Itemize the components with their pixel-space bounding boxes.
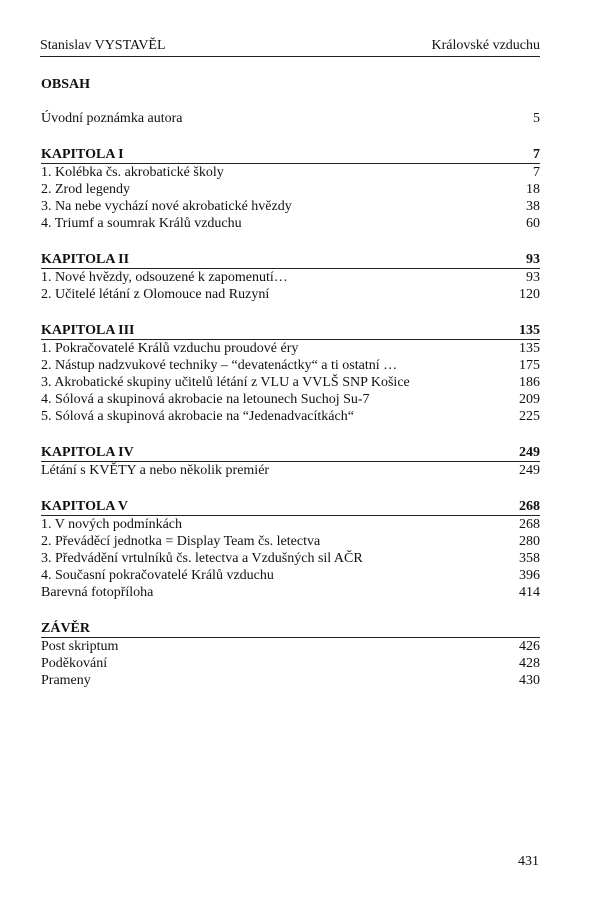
toc-entry	[41, 584, 540, 601]
header-book-title: Královské vzduchu	[431, 38, 540, 53]
conclusion-title: ZÁVĚR	[41, 621, 91, 636]
chapter-title: KAPITOLA III	[41, 323, 135, 338]
toc-entry-page: 225	[519, 409, 540, 424]
toc-entry-page: 426	[519, 639, 540, 654]
toc-title: OBSAH	[41, 77, 91, 92]
header-rule	[40, 56, 540, 57]
toc-entry-page: 135	[519, 341, 540, 356]
toc-entry-label: 1. Nové hvězdy, odsouzené k zapomenutí…	[41, 270, 288, 285]
toc-entry	[41, 655, 540, 672]
chapter-page: 93	[526, 252, 540, 267]
toc-entry	[41, 550, 540, 567]
toc-entry-label: 3. Předvádění vrtulníků čs. letectva a Vzdušných sil AČR	[41, 551, 363, 566]
running-head	[40, 37, 540, 55]
chapter-title: KAPITOLA I	[41, 147, 124, 162]
toc-entry-page: 358	[519, 551, 540, 566]
chapter-page: 268	[519, 499, 540, 514]
toc-entry	[41, 181, 540, 198]
toc-entry-label: Úvodní poznámka autora	[41, 111, 183, 126]
toc-entry-page: 396	[519, 568, 540, 583]
toc-entry	[41, 516, 540, 533]
chapter-title: KAPITOLA V	[41, 499, 129, 514]
conclusion-heading	[41, 621, 540, 638]
toc-entry	[41, 672, 540, 689]
toc-entry-label: 1. V nových podmínkách	[41, 517, 183, 532]
toc-entry	[41, 198, 540, 215]
toc-entry	[41, 374, 540, 391]
toc-entry	[41, 533, 540, 550]
toc-entry-page: 175	[519, 358, 540, 373]
toc-entry-label: Létání s KVĚTY a nebo několik premiér	[41, 463, 270, 478]
toc-entry-page: 280	[519, 534, 540, 549]
toc-entry-label: 5. Sólová a skupinová akrobacie na “Jedenadvacítkách“	[41, 409, 354, 424]
toc-entry-label: 4. Současní pokračovatelé Králů vzduchu	[41, 568, 274, 583]
chapter-page: 7	[533, 147, 540, 162]
chapter-title: KAPITOLA II	[41, 252, 130, 267]
chapter-heading	[41, 323, 540, 340]
chapter-heading	[41, 499, 540, 516]
toc-entry-label: 3. Akrobatické skupiny učitelů létání z VLU a VVLŠ SNP Košice	[41, 375, 410, 390]
toc-entry-label: 2. Převáděcí jednotka = Display Team čs. letectva	[41, 534, 321, 549]
chapter-heading	[41, 147, 540, 164]
toc-entry-page: 93	[526, 270, 540, 285]
table-of-contents	[41, 76, 540, 689]
toc-entry-label: 2. Zrod legendy	[41, 182, 131, 197]
toc-entry	[41, 357, 540, 374]
toc-entry-label: 1. Kolébka čs. akrobatické školy	[41, 165, 224, 180]
toc-entry-label: Barevná fotopříloha	[41, 585, 154, 600]
toc-entry	[41, 286, 540, 303]
header-author: Stanislav VYSTAVĚL	[40, 38, 166, 53]
toc-entry-label: 1. Pokračovatelé Králů vzduchu proudové éry	[41, 341, 299, 356]
toc-entry	[41, 567, 540, 584]
toc-entry	[41, 638, 540, 655]
toc-entry-label: 2. Nástup nadzvukové techniky – “devatenáctky“ a ti ostatní …	[41, 358, 398, 373]
chapter-title: KAPITOLA IV	[41, 445, 134, 460]
toc-entry-page: 5	[533, 111, 540, 126]
toc-entry-label: Prameny	[41, 673, 91, 688]
toc-entry-label: Post skriptum	[41, 639, 119, 654]
toc-entry	[41, 164, 540, 181]
toc-entry-label: 4. Sólová a skupinová akrobacie na letounech Suchoj Su-7	[41, 392, 370, 407]
toc-entry-label: 4. Triumf a soumrak Králů vzduchu	[41, 216, 242, 231]
toc-entry	[41, 408, 540, 425]
toc-entry-intro	[41, 110, 540, 127]
page-number: 431	[518, 854, 539, 869]
toc-entry-label: 2. Učitelé létání z Olomouce nad Ruzyní	[41, 287, 270, 302]
chapter-page: 135	[519, 323, 540, 338]
toc-entry	[41, 215, 540, 232]
toc-entry-page: 268	[519, 517, 540, 532]
toc-entry-page: 38	[526, 199, 540, 214]
chapter-page: 249	[519, 445, 540, 460]
toc-entry	[41, 391, 540, 408]
toc-entry-page: 430	[519, 673, 540, 688]
toc-entry-page: 120	[519, 287, 540, 302]
toc-entry-page: 60	[526, 216, 540, 231]
toc-entry-page: 7	[533, 165, 540, 180]
toc-entry	[41, 340, 540, 357]
toc-entry-page: 414	[519, 585, 540, 600]
toc-entry-page: 428	[519, 656, 540, 671]
chapter-heading	[41, 445, 540, 462]
toc-entry-page: 209	[519, 392, 540, 407]
toc-entry-label: 3. Na nebe vychází nové akrobatické hvězdy	[41, 199, 292, 214]
toc-entry	[41, 462, 540, 479]
toc-entry-page: 18	[526, 182, 540, 197]
toc-entry-page: 186	[519, 375, 540, 390]
toc-entry-page: 249	[519, 463, 540, 478]
toc-entry	[41, 269, 540, 286]
chapter-heading	[41, 252, 540, 269]
toc-entry-label: Poděkování	[41, 656, 108, 671]
